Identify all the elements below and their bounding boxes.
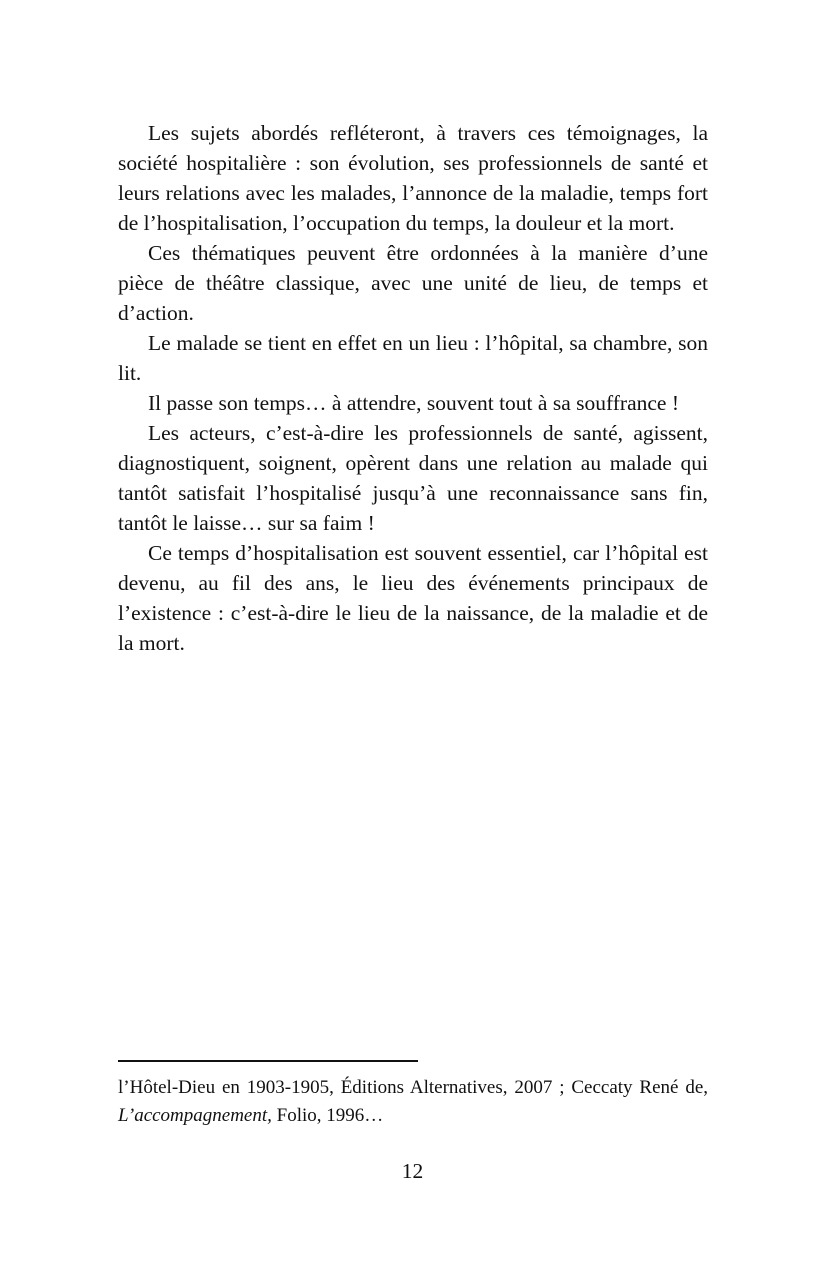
paragraph: Les sujets abordés refléteront, à travers ces témoignages, la société hospitalière : son évolution, ses professionnels de santé et leurs relations avec les malades, l’annonce de la maladie, temps fort de l’hospitalisation, l’occupation du temps, la douleur et la mort. xyxy=(118,121,708,235)
footnote-divider xyxy=(118,1060,418,1062)
footnote-text-end: Folio, 1996… xyxy=(271,1105,384,1126)
paragraph: Les acteurs, c’est-à-dire les professionnels de santé, agissent, diagnostiquent, soignent, opèrent dans une relation au malade qui tantôt satisfait l’hospitalisé jusqu’à une reconnaissance sans fin, tantôt le laisse… sur sa faim ! xyxy=(118,421,708,535)
paragraph: Ces thématiques peuvent être ordonnées à la manière d’une pièce de théâtre classique, avec une unité de lieu, de temps et d’action. xyxy=(118,241,708,325)
page-number: 12 xyxy=(401,1159,424,1183)
paragraph: Le malade se tient en effet en un lieu : l’hôpital, sa chambre, son lit. xyxy=(118,331,708,385)
body-text xyxy=(118,118,708,658)
paragraph: Ce temps d’hospitalisation est souvent essentiel, car l’hôpital est devenu, au fil des ans, le lieu des événements principaux de l’existence : c’est-à-dire le lieu de la naissance, de la maladie et de la mort. xyxy=(118,541,708,655)
footnote-text: l’Hôtel-Dieu en 1903-1905, Éditions Alternatives, 2007 ; Ceccaty René de, xyxy=(118,1077,708,1098)
footnote xyxy=(118,1074,708,1130)
paragraph: Il passe son temps… à attendre, souvent tout à sa souffrance ! xyxy=(148,391,679,415)
footnote-book-title: L’accompagnement, xyxy=(118,1105,272,1126)
